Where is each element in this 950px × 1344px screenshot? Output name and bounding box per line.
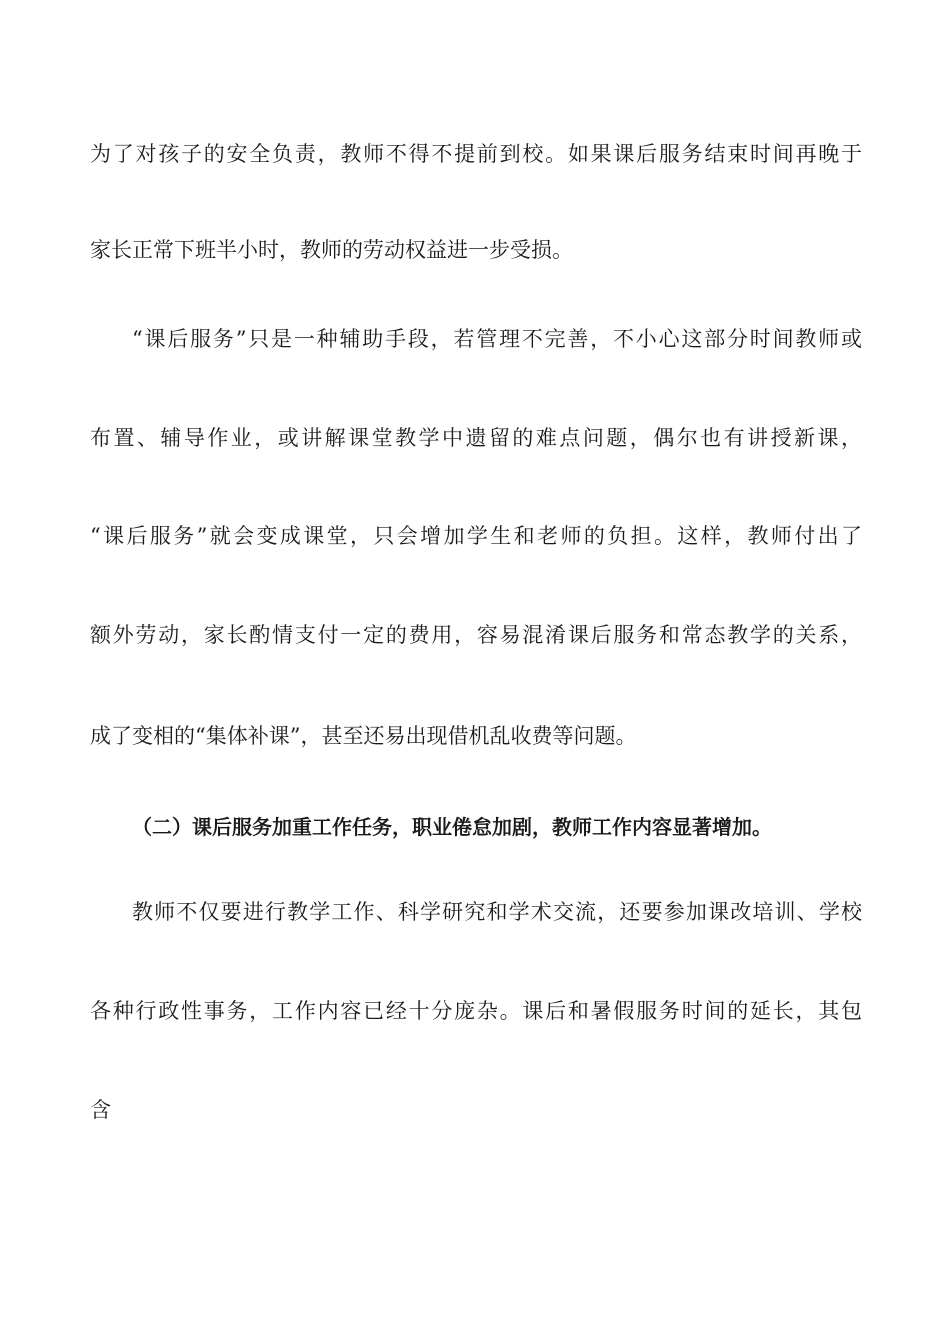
section-heading: （二）课后服务加重工作任务，职业倦怠加剧，教师工作内容显著增加。 — [132, 815, 772, 839]
paragraph-3-line-3: 含 — [90, 1098, 111, 1122]
paragraph-3-line-1: 教师不仅要进行教学工作、科学研究和学术交流，还要参加课改培训、学校 — [132, 900, 862, 924]
paragraph-2-line-4: 额外劳动，家长酌情支付一定的费用，容易混淆课后服务和常态教学的关系， — [90, 623, 862, 647]
paragraph-1-line-1: 为了对孩子的安全负责，教师不得不提前到校。如果课后服务结束时间再晚于 — [90, 142, 862, 166]
paragraph-1-line-2: 家长正常下班半小时，教师的劳动权益进一步受损。 — [90, 238, 573, 262]
paragraph-2-line-2: 布置、辅导作业，或讲解课堂教学中遗留的难点问题，偶尔也有讲授新课， — [90, 426, 862, 450]
paragraph-2-line-5: 成了变相的“集体补课”，甚至还易出现借机乱收费等问题。 — [90, 724, 637, 748]
paragraph-3-line-2: 各种行政性事务，工作内容已经十分庞杂。课后和暑假服务时间的延长，其包 — [90, 999, 862, 1023]
paragraph-2-line-1: “课后服务”只是一种辅助手段，若管理不完善，不小心这部分时间教师或 — [132, 327, 862, 351]
paragraph-2-line-3: “课后服务”就会变成课堂，只会增加学生和老师的负担。这样，教师付出了 — [90, 524, 862, 548]
